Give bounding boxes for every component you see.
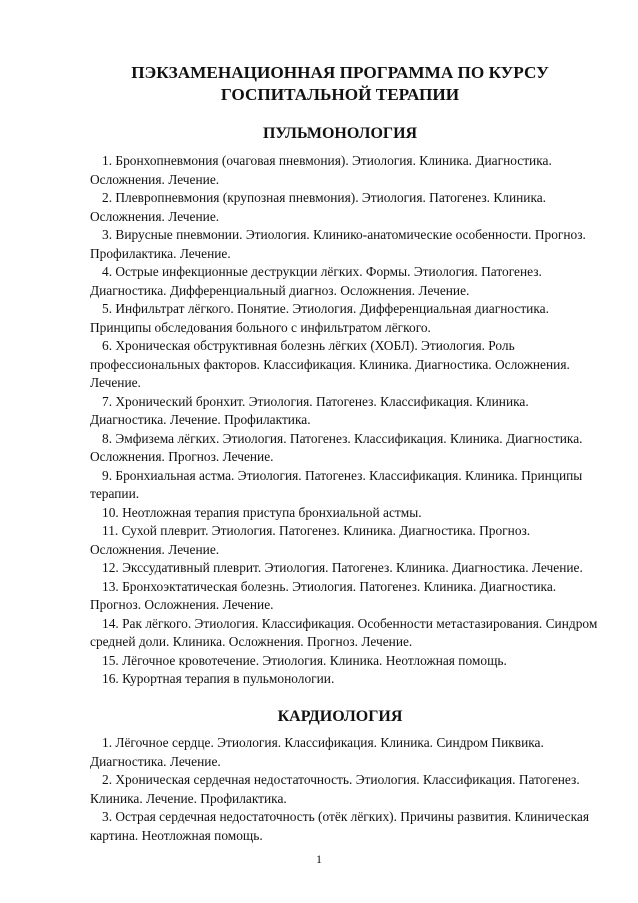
program-item: 7. Хронический бронхит. Этиология. Патогенез. Классификация. Клиника. Диагностика. Лечение. Профилактика. [90,393,529,427]
program-item: 3. Острая сердечная недостаточность (отёк лёгких). Причины развития. Клиническая картина. Неотложная помощь. [90,809,590,843]
document-title-line-1: ПЭКЗАМЕНАЦИОННАЯ ПРОГРАММА ПО КУРСУ [131,63,549,82]
section-title-pulmonology: ПУЛЬМОНОЛОГИЯ [262,125,418,142]
program-item: 13. Бронхоэктатическая болезнь. Этиология. Патогенез. Клиника. Диагностика. Прогноз. Осложнения. Лечение. [90,578,557,612]
section-title-cardiology: КАРДИОЛОГИЯ [277,708,403,725]
program-item: 10. Неотложная терапия приступа бронхиальной астмы. [102,504,422,520]
program-item: 2. Хроническая сердечная недостаточность. Этиология. Классификация. Патогенез. Клиника. Лечение. Профилактика. [90,772,580,806]
program-item: 8. Эмфизема лёгких. Этиология. Патогенез. Классификация. Клиника. Диагностика. Осложнения. Прогноз. Лечение. [90,430,583,464]
document-title-line-2: ГОСПИТАЛЬНОЙ ТЕРАПИИ [220,85,460,104]
program-item: 16. Курортная терапия в пульмонологии. [102,671,335,686]
program-item: 2. Плевропневмония (крупозная пневмония). Этиология. Патогенез. Клиника. Осложнения. Лечение. [90,190,547,224]
pulmonology-items [90,152,600,689]
program-item: 4. Острые инфекционные деструкции лёгких. Формы. Этиология. Патогенез. Диагностика. Дифференциальный диагноз. Осложнения. Лечение. [90,264,542,298]
program-item: 15. Лёгочное кровотечение. Этиология. Клиника. Неотложная помощь. [102,652,507,668]
cardiology-items [90,734,600,845]
program-item: 1. Бронхопневмония (очаговая пневмония). Этиология. Клиника. Диагностика. Осложнения. Лечение. [90,153,552,187]
program-item: 3. Вирусные пневмонии. Этиология. Клинико-анатомические особенности. Прогноз. Профилактика. Лечение. [90,227,586,261]
program-item: 5. Инфильтрат лёгкого. Понятие. Этиология. Дифференциальная диагностика. Принципы обследования больного с инфильтратом лёгкого. [90,301,549,335]
program-item: 12. Экссудативный плеврит. Этиология. Патогенез. Клиника. Диагностика. Лечение. [102,560,583,575]
program-item: 1. Лёгочное сердце. Этиология. Классификация. Клиника. Синдром Пиквика. Диагностика. Лечение. [90,735,544,769]
program-item: 6. Хроническая обструктивная болезнь лёгких (ХОБЛ). Этиология. Роль профессиональных факторов. Классификация. Клиника. Диагностика. Осложнения. Лечение. [90,338,570,390]
program-item: 11. Сухой плеврит. Этиология. Патогенез. Клиника. Диагностика. Прогноз. Осложнения. Лечение. [90,523,531,557]
program-item: 9. Бронхиальная астма. Этиология. Патогенез. Классификация. Клиника. Принципы терапии. [90,467,583,501]
page-number: 1 [316,852,322,866]
program-item: 14. Рак лёгкого. Этиология. Классификация. Особенности метастазирования. Синдром средней доли. Клиника. Осложнения. Прогноз. Лечение. [90,615,598,649]
document-title [90,62,590,106]
